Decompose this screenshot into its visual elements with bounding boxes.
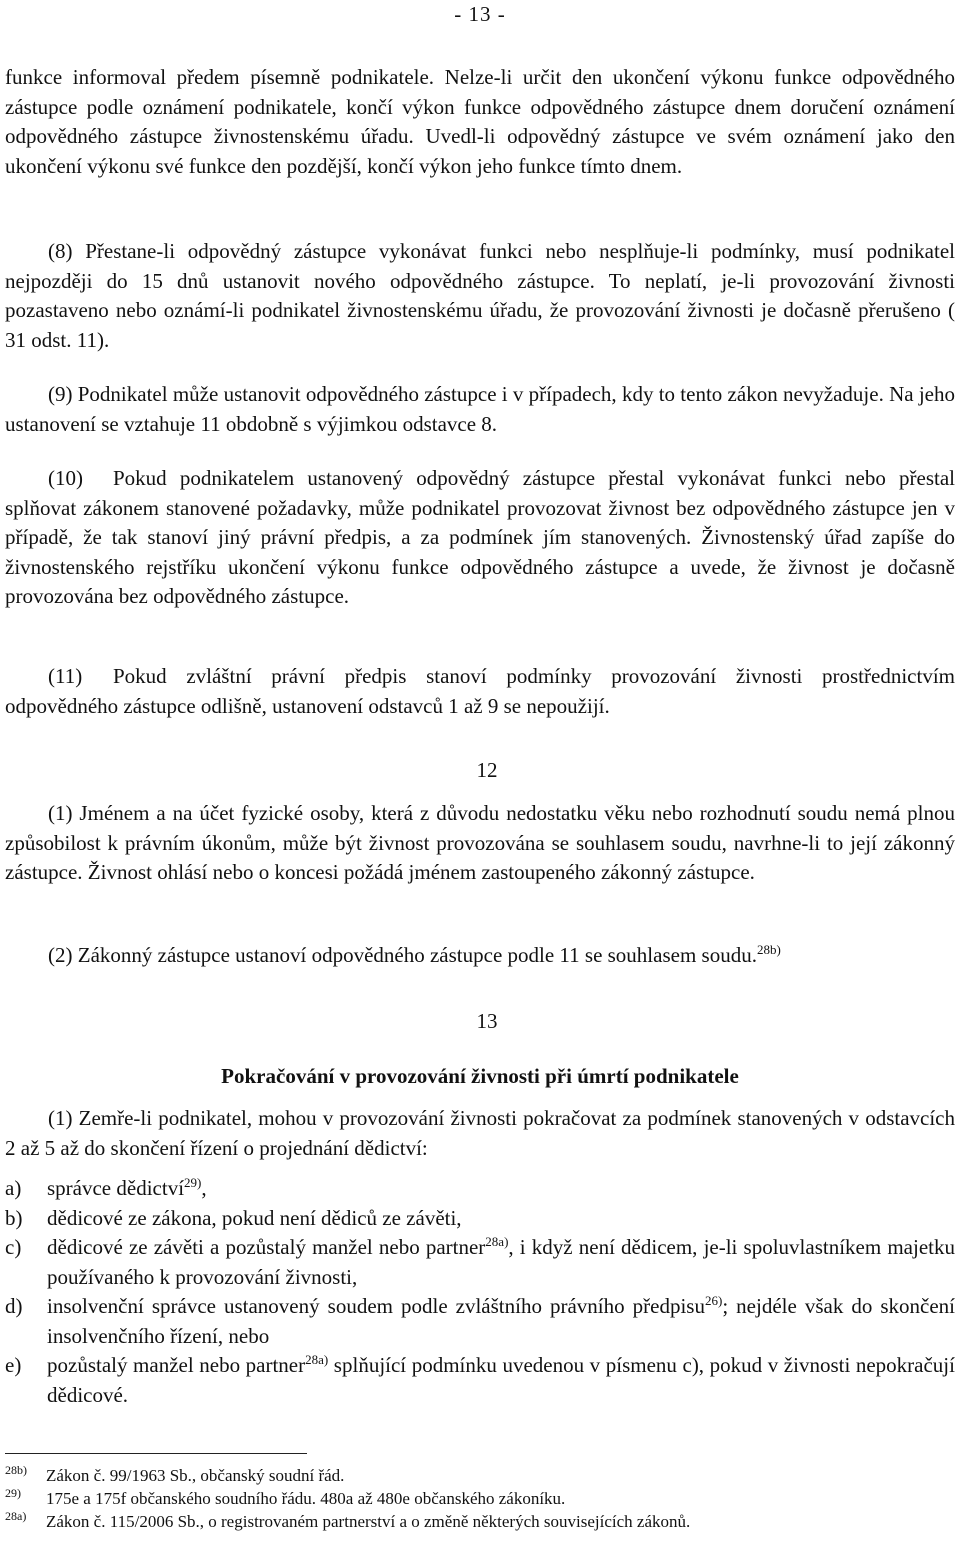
footnote-text: Zákon č. 115/2006 Sb., o registrovaném partnerství a o změně některých souvisejících zákonů. xyxy=(46,1512,691,1531)
list-item-text xyxy=(47,1174,955,1204)
paragraph-9 xyxy=(5,380,955,439)
section-12-heading xyxy=(0,758,960,783)
paragraph-8 xyxy=(5,237,955,355)
list-item xyxy=(5,1351,955,1410)
list-item-text xyxy=(47,1351,955,1410)
section-13-p1-text: (1) Zemře-li podnikatel, mohou v provozování živnosti pokračovat za podmínek stanovených v odstavcích 2 až 5 až do skončení řízení o projednání dědictví: xyxy=(5,1106,955,1160)
footnote-ref: 28a) xyxy=(485,1234,509,1249)
list-item-label: a) xyxy=(5,1176,22,1200)
paragraph-10-text: Pokud podnikatelem ustanovený odpovědný zástupce přestal vykonávat funkci nebo přestal splňovat zákonem stanovené požadavky, může podnikatel provozovat živnost bez odpovědného zástupce jen v případě, že tak stanoví jiný právní předpis, a za podmínek jím stanovených. Živnostenský úřad zapíše do živnostenského rejstříku ukončení výkonu funkce odpovědného zástupce a uvede, že živnost je dočasně provozována bez odpovědného zástupce. xyxy=(5,466,955,608)
footnote-text: 175e a 175f občanského soudního řádu. 480a až 480e občanského zákoníku. xyxy=(46,1489,566,1508)
section-12-p1-text: (1) Jménem a na účet fyzické osoby, která z důvodu nedostatku věku nebo rozhodnutí soudu nemá plnou způsobilost k právním úkonům, může být živnost provozována se souhlasem soudu, navrhne-li to její zákonný zástupce. Živnost ohlásí nebo o koncesi požádá jménem zastoupeného zákonný zástupce. xyxy=(5,801,955,884)
section-12-number: 12 xyxy=(476,758,498,782)
footnote-text: Zákon č. 99/1963 Sb., občanský soudní řád. xyxy=(46,1466,345,1485)
list-item-text xyxy=(47,1292,955,1351)
footnote-mark: 29) xyxy=(5,1486,21,1500)
list-item xyxy=(5,1292,955,1351)
paragraph-8-text: (8) Přestane-li odpovědný zástupce vykonávat funkci nebo nesplňuje-li podmínky, musí podnikatel nejpozději do 15 dnů ustanovit nového odpovědného zástupce. To neplatí, je-li provozování živnosti pozastaveno nebo oznámí-li podnikatel živnostenskému úřadu, že provozování živnosti je dočasně přerušeno ( 31 odst. 11). xyxy=(5,239,955,352)
list-item xyxy=(5,1204,955,1234)
paragraph-9-text: (9) Podnikatel může ustanovit odpovědného zástupce i v případech, kdy to tento zákon nevyžaduje. Na jeho ustanovení se vztahuje 11 obdobně s výjimkou odstavce 8. xyxy=(5,382,955,436)
list-item-text-start: pozůstalý manžel nebo partner xyxy=(47,1353,306,1377)
footnote-mark: 28a) xyxy=(5,1509,27,1523)
section-12-p2-text: (2) Zákonný zástupce ustanoví odpovědného zástupce podle 11 se souhlasem soudu. xyxy=(48,943,757,967)
paragraph-10-body xyxy=(5,464,955,612)
footnote xyxy=(5,1510,955,1533)
list-item-text-start: insolvenční správce ustanovený soudem podle zvláštního právního předpisu xyxy=(47,1294,705,1318)
footnote-ref: 28b) xyxy=(756,942,781,957)
footnote-ref: 28a) xyxy=(305,1352,329,1367)
list-item xyxy=(5,1174,955,1204)
section-12-paragraph-2 xyxy=(5,941,955,971)
list-item-label: b) xyxy=(5,1205,23,1230)
list-item xyxy=(5,1233,955,1292)
paragraph-11-number: (11) xyxy=(48,664,83,688)
heir-list xyxy=(5,1174,955,1410)
paragraph-11 xyxy=(5,662,955,721)
list-item-text xyxy=(47,1204,955,1234)
list-item-text-start: správce dědictví xyxy=(47,1176,185,1200)
list-item-text-start: dědicové ze závěti a pozůstalý manžel nebo partner xyxy=(47,1235,486,1259)
footnote xyxy=(5,1487,955,1510)
list-item-text-end: , xyxy=(201,1176,207,1200)
list-item-text-end: , i když není dědicem, je-li spoluvlastníkem majetku používaného k provozování živnosti, xyxy=(47,1235,955,1289)
list-item-text-end: ; nejdéle však do skončení insolvenčního řízení, nebo xyxy=(47,1294,955,1348)
footnote xyxy=(5,1464,955,1487)
section-13-number: 13 xyxy=(476,1009,498,1033)
footnote-mark: 28b) xyxy=(5,1463,27,1477)
list-item-label: d) xyxy=(5,1294,23,1318)
paragraph-11-text: Pokud zvláštní právní předpis stanoví podmínky provozování živnosti prostřednictvím odpovědného zástupce odlišně, ustanovení odstavců 1 až 9 se nepoužijí. xyxy=(5,664,955,718)
footnotes xyxy=(5,1464,955,1533)
intro-text: funkce informoval předem písemně podnikatele. Nelze-li určit den ukončení výkonu funkce odpovědného zástupce podle oznámení podnikatele, končí výkon funkce odpovědného zástupce dnem doručení oznámení odpovědného zástupce živnostenskému úřadu. Uvedl-li odpovědný zástupce ve svém oznámení jako den ukončení výkonu své funkce den pozdější, končí výkon jeho funkce tímto dnem. xyxy=(5,65,955,178)
footnote-ref: 29) xyxy=(184,1175,202,1190)
list-item-text-end: splňující podmínku uvedenou v písmenu c), pokud v živnosti nepokračují dědicové. xyxy=(47,1353,955,1407)
section-13-heading xyxy=(0,1009,960,1034)
list-item-label: c) xyxy=(5,1235,22,1259)
paragraph-10 xyxy=(5,464,955,612)
page-number: - 13 - xyxy=(454,2,506,26)
list-item-text xyxy=(47,1233,955,1292)
intro-paragraph xyxy=(5,63,955,181)
list-item-text-start: dědicové ze zákona, pokud není dědiců ze závěti, xyxy=(47,1205,462,1230)
section-12-paragraph-1 xyxy=(5,799,955,888)
footnote-ref: 26) xyxy=(704,1293,723,1308)
section-13-title: Pokračování v provozování živnosti při úmrtí podnikatele xyxy=(221,1064,739,1088)
list-item-label: e) xyxy=(5,1353,22,1377)
paragraph-10-number: (10) xyxy=(48,466,83,490)
paragraph-11-body xyxy=(5,662,955,721)
section-12-p2-body xyxy=(5,941,955,971)
section-13-paragraph-1 xyxy=(5,1104,955,1163)
footnote-divider xyxy=(5,1453,307,1454)
